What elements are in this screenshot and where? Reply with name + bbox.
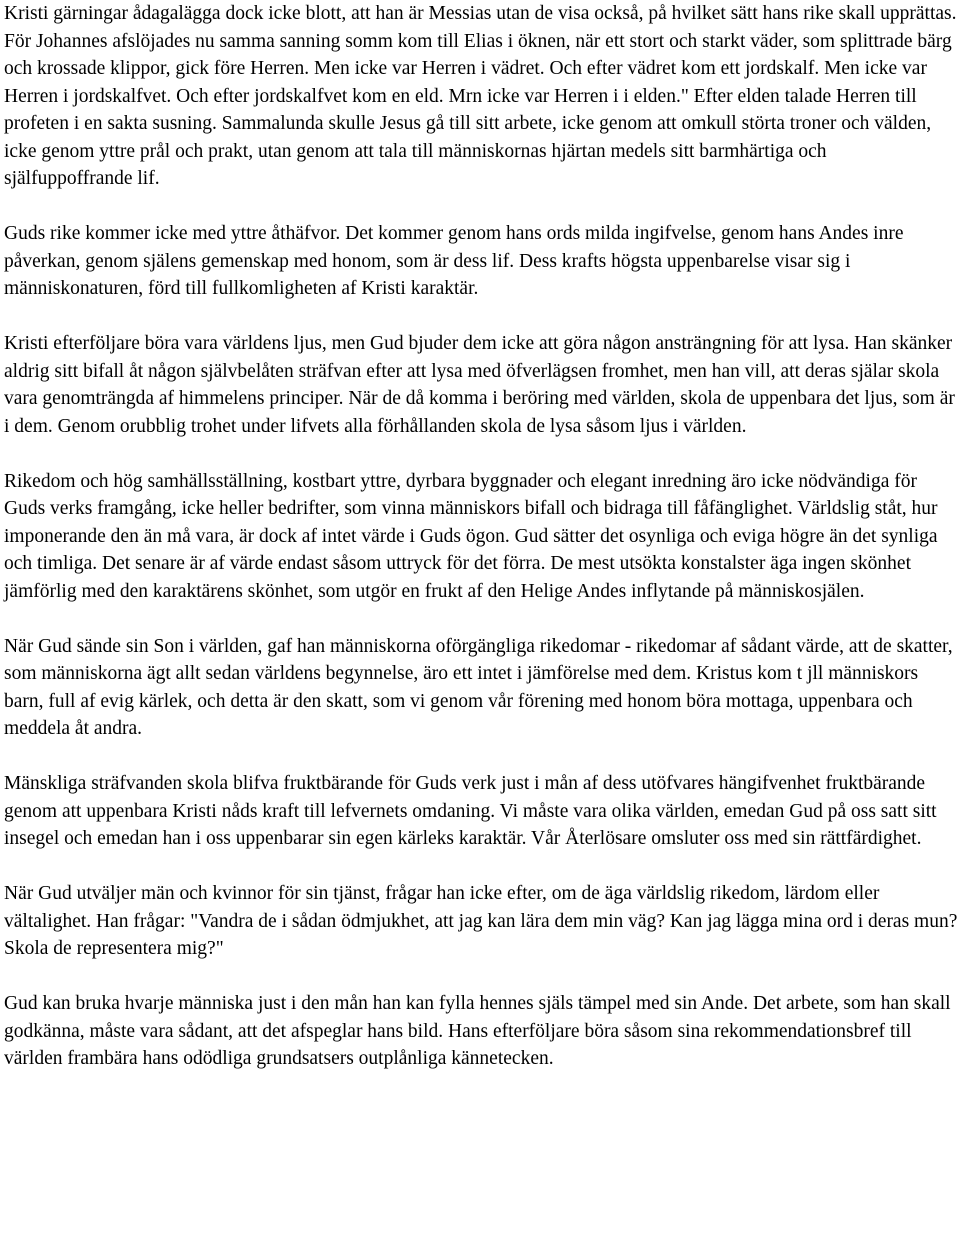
- paragraph-5: När Gud sände sin Son i världen, gaf han människorna oförgängliga rikedomar - rikedomar af sådant värde, att de skatter, som människorna ägt allt sedan världens begynnelse, äro ett intet i jämförelse med dem. Kristus kom t jll människors barn, full af evig kärlek, och detta är den skatt, som vi genom vår förening med honom böra mottaga, uppenbara och meddela åt andra.: [4, 635, 953, 739]
- document-page: [4, 0, 958, 1073]
- paragraph-1: Kristi gärningar ådagalägga dock icke blott, att han är Messias utan de visa också, på hvilket sätt hans rike skall upprättas. För Johannes afslöjades nu samma sanning somm kom till Elias i öknen, när ett stort och starkt väder, som splittrade bärg och krossade klippor, gick före Herren. Men icke var Herren i vädret. Och efter vädret kom ett jordskalf. Men icke var Herren i jordskalfvet. Och efter jordskalfvet kom en eld. Mrn icke var Herren i i elden." Efter elden talade Herren till profeten i en sakta susning. Sammalunda skulle Jesus gå till sitt arbete, icke genom att omkull störta troner och välden, icke genom yttre prål och prakt, utan genom att tala till människornas hjärtan medels sitt barmhärtiga och själfuppoffrande lif.: [4, 3, 957, 189]
- paragraph-4: Rikedom och hög samhällsställning, kostbart yttre, dyrbara byggnader och elegant inredning äro icke nödvändiga för Guds verks framgång, icke heller bedrifter, som vinna människors bifall och bidraga till fåfänglighet. Världslig ståt, hur imponerande den än må vara, är dock af intet värde i Guds ögon. Gud sätter det osynliga och eviga högre än det synliga och timliga. Det senare är af värde endast såsom uttryck för det förra. De mest utsökta konstalster äga ingen skönhet jämförlig med den karaktärens skönhet, som utgör en frukt af den Helige Andes inflytande på människosjälen.: [4, 470, 938, 602]
- paragraph-2: Guds rike kommer icke med yttre åthäfvor. Det kommer genom hans ords milda ingifvelse, genom hans Andes inre påverkan, genom själens gemenskap med honom, som är dess lif. Dess krafts högsta uppenbarelse visar sig i människonaturen, förd till fullkomligheten af Kristi karaktär.: [4, 223, 904, 299]
- paragraph-7: När Gud utväljer män och kvinnor för sin tjänst, frågar han icke efter, om de äga världslig rikedom, lärdom eller vältalighet. Han frågar: "Vandra de i sådan ödmjukhet, att jag kan lära dem min väg? Kan jag lägga mina ord i deras mun? Skola de representera mig?": [4, 883, 958, 959]
- paragraph-6: Mänskliga sträfvanden skola blifva fruktbärande för Guds verk just i mån af dess utöfvares hängifvenhet fruktbärande genom att uppenbara Kristi nåds kraft till lefvernets omdaning. Vi måste vara olika världen, emedan Gud på oss satt sitt insegel och emedan han i oss uppenbarar sin egen kärleks karaktär. Vår Återlösare omsluter oss med sin rättfärdighet.: [4, 773, 937, 849]
- paragraph-8: Gud kan bruka hvarje människa just i den mån han kan fylla hennes själs tämpel med sin Ande. Det arbete, som han skall godkänna, måste vara sådant, att det afspeglar hans bild. Hans efterföljare böra såsom sina rekommendationsbref till världen frambära hans odödliga grundsatsers outplånliga kännetecken.: [4, 993, 951, 1069]
- paragraph-3: Kristi efterföljare böra vara världens ljus, men Gud bjuder dem icke att göra någon ansträngning för att lysa. Han skänker aldrig sitt bifall åt någon självbelåten sträfvan efter att lysa med öfverlägsen fromhet, men han vill, att deras själar skola vara genomträngda af himmelens principer. När de då komma i beröring med världen, skola de uppenbara det ljus, som är i dem. Genom orubblig trohet under lifvets alla förhållanden skola de lysa såsom ljus i världen.: [4, 333, 955, 437]
